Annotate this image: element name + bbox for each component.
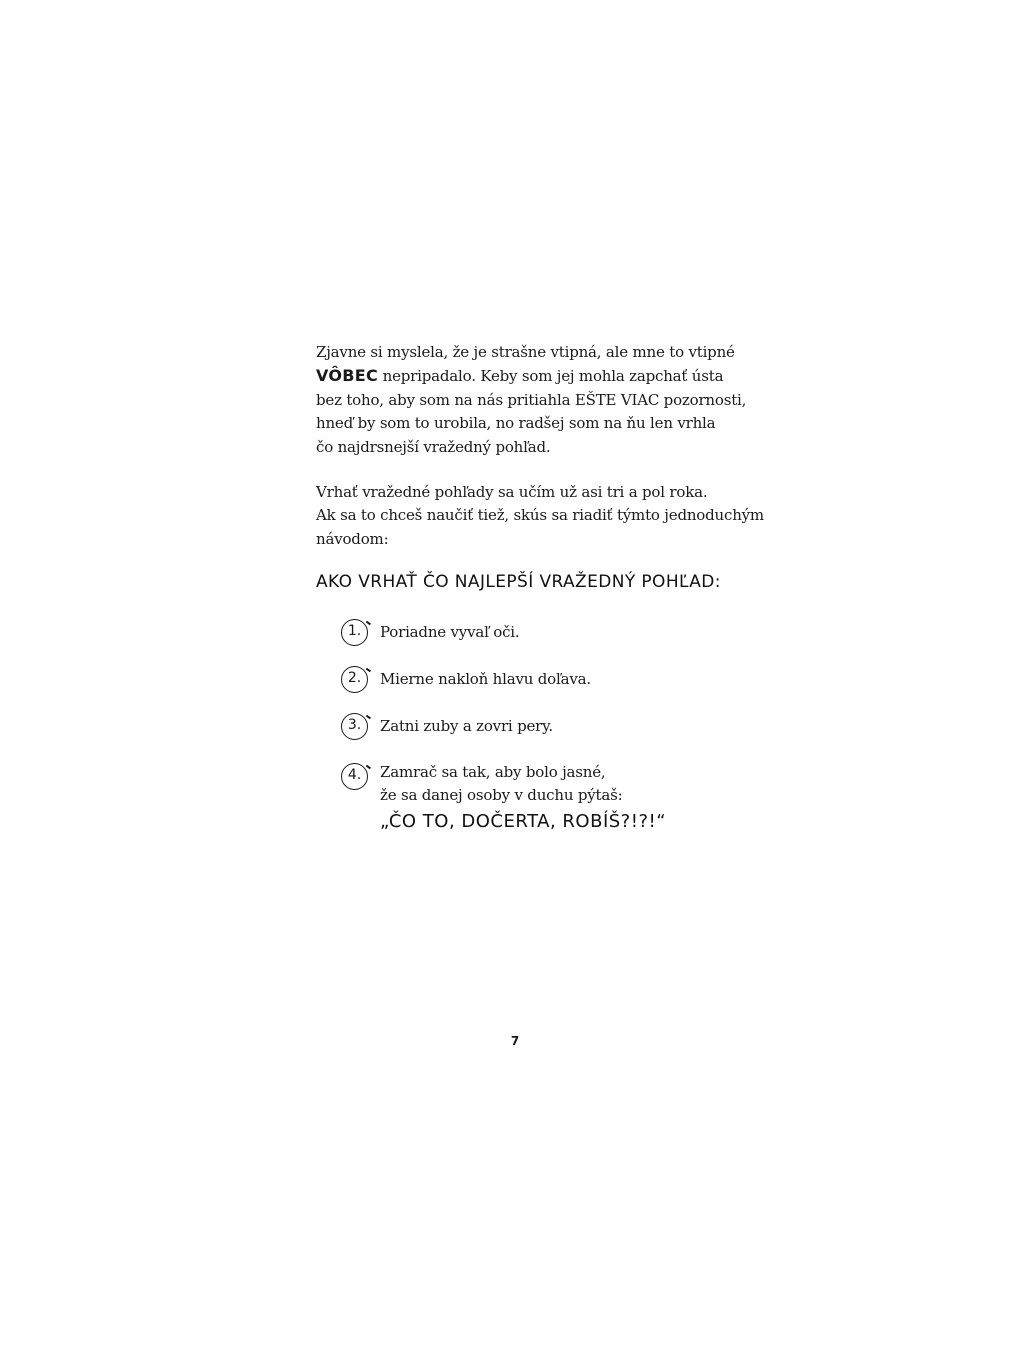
paragraph-2-line-3: návodom: bbox=[316, 529, 389, 548]
page-number: 7 bbox=[510, 1034, 520, 1048]
paragraph-1 bbox=[316, 341, 747, 459]
step-number: 4. bbox=[347, 767, 362, 783]
step-number-badge bbox=[341, 666, 368, 693]
step-text-line-1: Zamrač sa tak, aby bolo jasné, bbox=[380, 763, 606, 781]
paragraph-1-line-2 bbox=[316, 364, 736, 388]
paragraph-2 bbox=[316, 481, 764, 551]
step-text bbox=[380, 761, 666, 833]
paragraph-1-line-1: Zjavne si myslela, že je strašne vtipná, ale mne to vtipné bbox=[316, 343, 735, 361]
paragraph-1-line-2-rest: nepripadalo. Keby som jej mohla zapchať ústa bbox=[378, 367, 724, 386]
paragraph-2-line-1: Vrhať vražedné pohľady sa učím už asi tri a pol roka. bbox=[316, 483, 708, 501]
shout-quote: „ČO TO, DOČERTA, ROBÍŠ?!?!“ bbox=[380, 810, 667, 832]
paragraph-2-line-2: Ak sa to chceš naučiť tiež, skús sa riadiť týmto jednoduchým bbox=[316, 506, 764, 525]
step-number: 2. bbox=[347, 670, 362, 686]
step-text-line-2: že sa danej osoby v duchu pýtaš: bbox=[380, 786, 623, 805]
paragraph-1-line-4: hneď by som to urobila, no radšej som na ňu len vrhla bbox=[316, 414, 716, 433]
step-text: Mierne nakloň hlavu doľava. bbox=[380, 670, 591, 688]
step-number-badge bbox=[341, 713, 368, 740]
step-number: 1. bbox=[347, 623, 362, 639]
emphasis-word: VÔBEC bbox=[316, 366, 379, 386]
paragraph-1-line-3: bez toho, aby som na nás pritiahla EŠTE VIAC pozornosti, bbox=[316, 390, 747, 409]
step-number-badge bbox=[341, 619, 368, 646]
step-text: Zatni zuby a zovri pery. bbox=[380, 717, 553, 735]
step-number-badge bbox=[341, 763, 368, 790]
paragraph-1-line-5: čo najdrsnejší vražedný pohľad. bbox=[316, 437, 551, 456]
step-number: 3. bbox=[347, 717, 362, 733]
section-heading: AKO VRHAŤ ČO NAJLEPŠÍ VRAŽEDNÝ POHĽAD: bbox=[316, 572, 721, 592]
step-text: Poriadne vyvaľ oči. bbox=[380, 623, 520, 641]
